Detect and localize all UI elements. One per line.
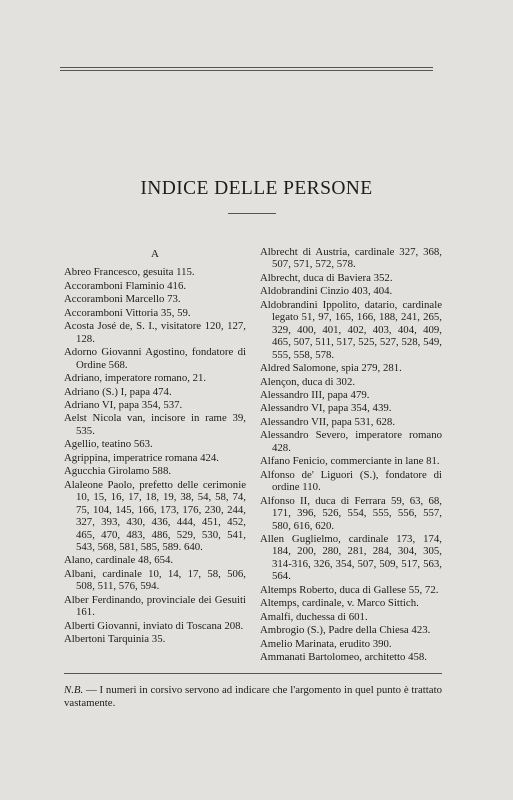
index-entry: Alessandro VI, papa 354, 439. — [260, 402, 392, 415]
index-entry: Adriano VI, papa 354, 537. — [64, 398, 183, 411]
index-entry: Alfano Fenicio, commerciante in lane 81. — [260, 455, 440, 468]
index-entry: Alber Ferdinando, provinciale dei Gesuiti 161. — [64, 593, 246, 619]
index-entry: Albrecht di Austria, cardinale 327, 368, 507, 571, 572, 578. — [260, 246, 442, 271]
index-entry: Accoramboni Flaminio 416. — [64, 279, 187, 292]
index-column-left — [64, 245, 246, 647]
index-entry: Altemps, cardinale, v. Marco Sittich. — [260, 597, 419, 610]
footnote-rule — [64, 673, 442, 674]
index-entry: Aelst Nicola van, incisore in rame 39, 535. — [64, 412, 246, 437]
index-column-right — [260, 246, 442, 665]
index-entry: Albrecht, duca di Baviera 352. — [260, 271, 393, 284]
index-entry: Adriano (S.) I, papa 474. — [64, 385, 172, 398]
index-entry: Alessandro VII, papa 531, 628. — [260, 415, 396, 428]
index-entry: Adorno Giovanni Agostino, fondatore di Ordine 568. — [64, 346, 246, 371]
index-entry: Albani, cardinale 10, 14, 17, 58, 506, 508, 511, 576, 594. — [64, 567, 246, 593]
index-entry: Agrippina, imperatrice romana 424. — [64, 451, 219, 464]
index-entry: Alaleone Paolo, prefetto delle cerimonie 10, 15, 16, 17, 18, 19, 38, 54, 58, 74, 75, 104, 145, 166, 173, 176, 230, 244, 327, 393, 430, 436, 444, 451, 452, 465, 470, 483, 486, 529, 530, 541, 543, 568, 581, 585, 589. 640. — [64, 478, 246, 553]
index-entry: Alfonso de' Liguori (S.), fondatore di ordine 110. — [260, 468, 442, 494]
left-entry-list — [64, 266, 246, 645]
index-entry: Aldobrandini Ippolito, datario, cardinale legato 51, 97, 165, 166, 188, 241, 265, 329, 400, 401, 402, 403, 404, 409, 465, 507, 511, 517, 525, 527, 528, 549, 555, 558, 578. — [260, 298, 442, 361]
index-entry: Alberti Giovanni, inviato di Toscana 208. — [64, 619, 244, 632]
index-entry: Agucchia Girolamo 588. — [64, 465, 172, 478]
right-entry-list — [260, 246, 442, 664]
index-entry: Aldred Salomone, spia 279, 281. — [260, 362, 402, 375]
footnote — [64, 684, 442, 710]
index-entry: Aldobrandini Cinzio 403, 404. — [260, 285, 393, 298]
index-entry: Amelio Marinata, erudito 390. — [260, 637, 392, 650]
index-entry: Acosta José de, S. I., visitatore 120, 127, 128. — [64, 320, 246, 345]
header-rule — [60, 67, 433, 71]
section-letter: A — [151, 248, 159, 260]
index-entry: Alessandro III, papa 479. — [260, 388, 370, 401]
index-entry: Abreo Francesco, gesuita 115. — [64, 266, 195, 279]
index-entry: Altemps Roberto, duca di Gallese 55, 72. — [260, 583, 439, 596]
footnote-text: — I numeri in corsivo servono ad indicare che l'argomento in quel punto è trattato vastamente. — [64, 684, 442, 709]
index-entry: Agellio, teatino 563. — [64, 438, 153, 451]
index-entry: Albertoni Tarquinia 35. — [64, 633, 166, 646]
footnote-prefix: N.B. — [64, 684, 84, 696]
index-entry: Alençon, duca di 302. — [260, 375, 356, 388]
index-entry: Alfonso II, duca di Ferrara 59, 63, 68, 171, 396, 526, 554, 555, 556, 557, 580, 616, 620. — [260, 494, 442, 532]
index-entry: Adriano, imperatore romano, 21. — [64, 372, 207, 385]
page-title: INDICE DELLE PERSONE — [140, 178, 373, 199]
index-entry: Allen Guglielmo, cardinale 173, 174, 184, 200, 280, 281, 284, 304, 305, 314-316, 326, 354, 507, 509, 517, 563, 564. — [260, 532, 442, 583]
index-entry: Alessandro Severo, imperatore romano 428. — [260, 429, 442, 454]
index-entry: Accoramboni Vittoria 35, 59. — [64, 306, 191, 319]
index-entry: Ammanati Bartolomeo, architetto 458. — [260, 651, 428, 664]
index-entry: Accoramboni Marcello 73. — [64, 293, 181, 306]
index-entry: Amalfi, duchessa di 601. — [260, 610, 368, 623]
index-entry: Alano, cardinale 48, 654. — [64, 554, 174, 567]
title-underline — [228, 213, 276, 214]
index-entry: Ambrogio (S.), Padre della Chiesa 423. — [260, 624, 431, 637]
